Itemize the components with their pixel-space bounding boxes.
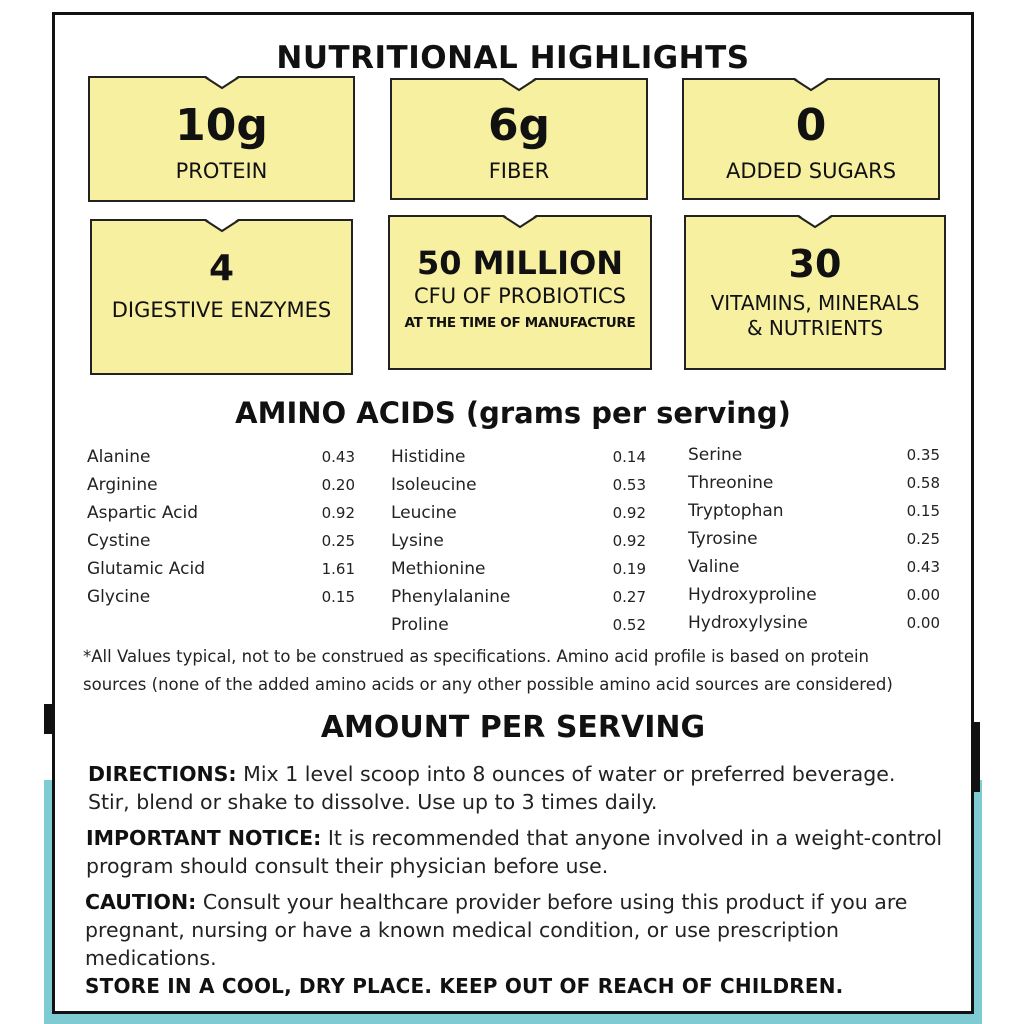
- amino-name: Cystine: [87, 531, 151, 551]
- amino-row: [87, 531, 355, 559]
- amino-row: [391, 503, 646, 531]
- caution-line-1: Consult your healthcare provider before using this product if you are: [196, 890, 908, 914]
- amino-row: [391, 531, 646, 559]
- amino-row: [688, 473, 940, 501]
- amino-value: 0.43: [906, 558, 940, 576]
- caution-heading: CAUTION:: [85, 890, 197, 914]
- notch-outline: [503, 215, 537, 229]
- amino-name: Methionine: [391, 559, 486, 579]
- caution-line-3: medications.: [85, 946, 217, 970]
- amino-name: Phenylalanine: [391, 587, 511, 607]
- notch-outline: [502, 78, 536, 92]
- notice-line-1: It is recommended that anyone involved in a weight-control: [321, 826, 943, 850]
- amino-row: [391, 615, 646, 643]
- highlight-value: 30: [788, 242, 842, 286]
- nutrition-panel: [52, 12, 974, 1014]
- amino-row: [688, 445, 940, 473]
- highlight-digestive-enzymes: [90, 219, 353, 375]
- amino-column-2: [391, 447, 646, 643]
- amino-row: [688, 585, 940, 613]
- highlight-label: DIGESTIVE ENZYMES: [111, 298, 332, 322]
- highlight-fiber: [390, 78, 648, 200]
- amino-row: [87, 587, 355, 615]
- amino-row: [87, 503, 355, 531]
- highlight-value: 50 MILLION: [416, 244, 624, 282]
- notch-outline: [798, 215, 832, 229]
- amino-name: Alanine: [87, 447, 151, 467]
- amino-name: Valine: [688, 557, 740, 577]
- amino-row: [688, 613, 940, 641]
- important-notice-text: [86, 824, 966, 880]
- amino-value: 0.35: [906, 446, 940, 464]
- amino-value: 0.27: [612, 588, 646, 606]
- amino-name: Glutamic Acid: [87, 559, 205, 579]
- amino-value: 0.14: [612, 448, 646, 466]
- amino-name: Isoleucine: [391, 475, 477, 495]
- amino-name: Arginine: [87, 475, 158, 495]
- notch-outline: [794, 78, 828, 92]
- amino-row: [688, 557, 940, 585]
- amino-name: Serine: [688, 445, 743, 465]
- amino-row: [688, 501, 940, 529]
- amino-name: Tryptophan: [688, 501, 784, 521]
- footnote-line-1: *All Values typical, not to be construed as specifications. Amino acid profile is based on protein: [83, 647, 870, 666]
- amino-name: Lysine: [391, 531, 444, 551]
- amino-row: [391, 587, 646, 615]
- highlight-label: PROTEIN: [175, 159, 268, 183]
- amino-row: [87, 447, 355, 475]
- amino-row: [87, 475, 355, 503]
- amino-column-1: [87, 447, 355, 615]
- amino-row: [391, 475, 646, 503]
- directions-text: [88, 760, 948, 816]
- amino-value: 0.52: [612, 616, 646, 634]
- amino-value: 0.00: [906, 586, 940, 604]
- amino-value: 0.15: [906, 502, 940, 520]
- amino-value: 0.15: [321, 588, 355, 606]
- highlight-probiotics: [388, 215, 652, 370]
- amino-name: Hydroxylysine: [688, 613, 808, 633]
- directions-line-1: Mix 1 level scoop into 8 ounces of water or preferred beverage.: [236, 762, 896, 786]
- amount-per-serving-title: AMOUNT PER SERVING: [320, 710, 706, 745]
- amino-value: 0.58: [906, 474, 940, 492]
- highlight-label-line2: & NUTRIENTS: [746, 316, 884, 340]
- highlight-label: FIBER: [488, 159, 550, 183]
- amino-value: 0.92: [321, 504, 355, 522]
- amino-value: 0.43: [321, 448, 355, 466]
- highlight-value: 10g: [175, 100, 268, 151]
- amino-name: Histidine: [391, 447, 466, 467]
- amino-row: [87, 559, 355, 587]
- amino-row: [391, 559, 646, 587]
- highlight-protein: [88, 76, 355, 202]
- highlight-label: ADDED SUGARS: [725, 159, 897, 183]
- amino-acids-title: AMINO ACIDS (grams per serving): [235, 396, 791, 430]
- highlight-vitamins: [684, 215, 946, 370]
- highlight-value: 0: [795, 100, 827, 151]
- highlight-value: 4: [208, 248, 235, 289]
- highlight-label: VITAMINS, MINERALS: [710, 291, 920, 315]
- amino-name: Leucine: [391, 503, 457, 523]
- amino-name: Tyrosine: [688, 529, 758, 549]
- amino-value: 0.20: [321, 476, 355, 494]
- amino-name: Glycine: [87, 587, 151, 607]
- directions-line-2: Stir, blend or shake to dissolve. Use up to 3 times daily.: [88, 790, 658, 814]
- highlight-added-sugars: [682, 78, 940, 200]
- amino-value: 0.00: [906, 614, 940, 632]
- amino-value: 0.92: [612, 532, 646, 550]
- amino-value: 0.25: [321, 532, 355, 550]
- amino-name: Proline: [391, 615, 449, 635]
- caution-text: [85, 888, 965, 972]
- amino-row: [391, 447, 646, 475]
- notch-outline: [205, 219, 239, 233]
- notice-line-2: program should consult their physician before use.: [86, 854, 609, 878]
- notch-outline: [205, 76, 239, 90]
- amino-column-3: [688, 445, 940, 641]
- amino-name: Hydroxyproline: [688, 585, 817, 605]
- amino-value: 0.92: [612, 504, 646, 522]
- highlights-title: NUTRITIONAL HIGHLIGHTS: [276, 40, 750, 76]
- caution-line-2: pregnant, nursing or have a known medical condition, or use prescription: [85, 918, 840, 942]
- amino-footnote: [83, 643, 963, 699]
- directions-heading: DIRECTIONS:: [88, 762, 237, 786]
- highlight-label: CFU OF PROBIOTICS: [414, 284, 626, 308]
- amino-name: Threonine: [688, 473, 774, 493]
- amino-name: Aspartic Acid: [87, 503, 199, 523]
- footnote-line-2: sources (none of the added amino acids or any other possible amino acid sources are considered): [83, 675, 893, 694]
- amino-value: 0.25: [906, 530, 940, 548]
- highlight-sublabel: AT THE TIME OF MANUFACTURE: [404, 315, 636, 332]
- storage-warning: STORE IN A COOL, DRY PLACE. KEEP OUT OF REACH OF CHILDREN.: [85, 974, 844, 998]
- notice-heading: IMPORTANT NOTICE:: [86, 826, 322, 850]
- amino-row: [688, 529, 940, 557]
- amino-value: 1.61: [321, 560, 355, 578]
- amino-value: 0.19: [612, 560, 646, 578]
- amino-value: 0.53: [612, 476, 646, 494]
- highlight-value: 6g: [487, 100, 551, 151]
